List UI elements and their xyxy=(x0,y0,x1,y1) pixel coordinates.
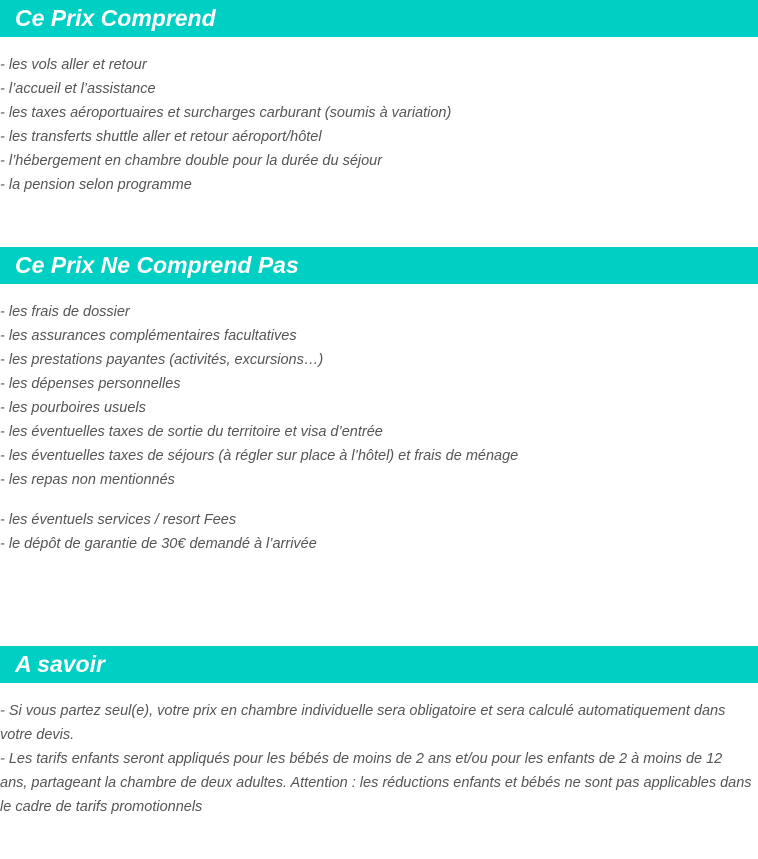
list-item: - les pourboires usuels xyxy=(0,400,146,416)
list-item: - l’hébergement en chambre double pour la durée du séjour xyxy=(0,153,383,169)
list-item: - les vols aller et retour xyxy=(0,57,147,73)
excluded-extra-list xyxy=(0,508,317,556)
section-title-excluded: Ce Prix Ne Comprend Pas xyxy=(15,252,299,278)
section-header-included xyxy=(0,0,758,37)
included-list xyxy=(0,53,451,197)
list-item: - les assurances complémentaires facultatives xyxy=(0,328,297,344)
list-item: - la pension selon programme xyxy=(0,177,192,193)
list-item: - les éventuels services / resort Fees xyxy=(0,512,237,528)
list-item: - les transferts shuttle aller et retour aéroport/hôtel xyxy=(0,129,322,145)
section-title-info: A savoir xyxy=(15,651,105,677)
list-item: - le dépôt de garantie de 30€ demandé à l’arrivée xyxy=(0,536,317,552)
section-header-info xyxy=(0,646,758,683)
list-item: - les éventuelles taxes de séjours (à régler sur place à l’hôtel) et frais de ménage xyxy=(0,448,519,464)
list-item: - les prestations payantes (activités, excursions…) xyxy=(0,352,324,368)
list-item: - l’accueil et l’assistance xyxy=(0,81,156,97)
info-paragraph: - Si vous partez seul(e), votre prix en chambre individuelle sera obligatoire et sera calculé automatiquement dans votre devis. xyxy=(0,703,726,743)
list-item: - les taxes aéroportuaires et surcharges carburant (soumis à variation) xyxy=(0,105,452,121)
list-item: - les frais de dossier xyxy=(0,304,130,320)
section-title-included: Ce Prix Comprend xyxy=(15,5,216,31)
list-item: - les éventuelles taxes de sortie du territoire et visa d’entrée xyxy=(0,424,383,440)
list-item: - les dépenses personnelles xyxy=(0,376,181,392)
excluded-list xyxy=(0,300,518,492)
section-header-excluded xyxy=(0,247,758,284)
list-item: - les repas non mentionnés xyxy=(0,472,175,488)
info-paragraph: - Les tarifs enfants seront appliqués pour les bébés de moins de 2 ans et/ou pour les enfants de 2 à moins de 12 ans, partageant la chambre de deux adultes. Attention : les réductions enfants et bébés ne sont pas applicables dans le cadre de tarifs promotionnels xyxy=(0,751,752,815)
